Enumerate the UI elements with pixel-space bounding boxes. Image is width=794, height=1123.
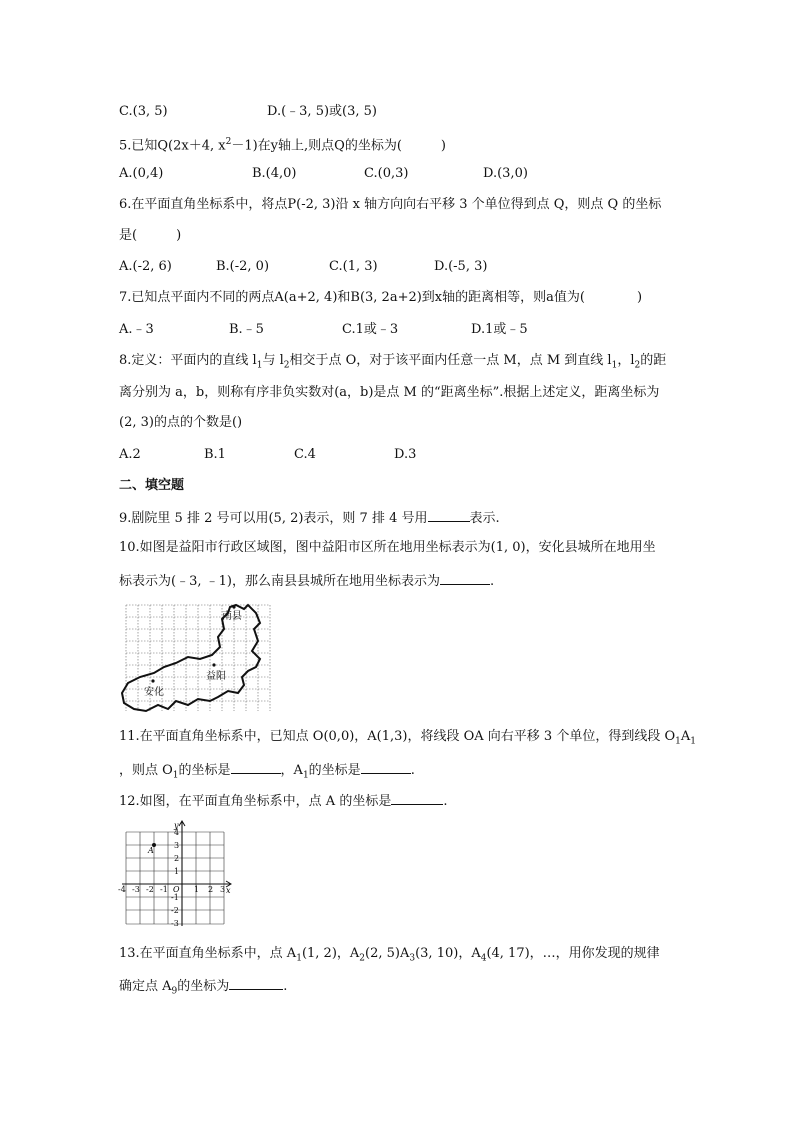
nanxian-point — [232, 605, 235, 608]
q8-text-d: ，l — [617, 353, 635, 368]
section-heading-fill-in: 二、填空题 — [119, 478, 185, 493]
q11-sub-a1b: 1 — [302, 770, 309, 781]
q5-option-a: A.(0,4) — [119, 166, 164, 181]
x-tick-label: -4 — [118, 885, 126, 894]
y-tick-label: 3 — [174, 841, 180, 850]
q5-stem-text: 5.已知Q(2x＋4, x — [119, 138, 226, 154]
q13-text-d: (3, 10)，A — [415, 946, 481, 961]
q13-sub-1: 1 — [296, 953, 302, 964]
y-tick-label: -1 — [171, 893, 179, 902]
q11-sub-a1: 1 — [690, 736, 696, 747]
q11-text-d: 的坐标是 — [178, 763, 231, 778]
q8-stem-line3: (2, 3)的点的个数是() — [119, 415, 243, 430]
q11-text-c: ，则点 O — [119, 763, 173, 778]
q8-stem-line1 — [119, 352, 666, 375]
q7-option-c: C.1或﹣3 — [342, 322, 399, 337]
q6-option-b: B.(-2, 0) — [216, 259, 270, 274]
y-tick-label: -3 — [171, 919, 179, 928]
y-tick-label: 2 — [174, 854, 180, 863]
x-tick-label: -2 — [146, 885, 154, 894]
q11-text-f: 的坐标是 — [308, 763, 361, 778]
q12-stem — [119, 791, 447, 811]
q8-option-b: B.1 — [204, 447, 226, 462]
q10-stem-line1: 10.如图是益阳市行政区域图，图中益阳市区所在地用坐标表示为(1, 0)，安化县城所在地用坐 — [119, 540, 656, 555]
q11-sub-o1b: 1 — [172, 770, 179, 781]
q13-text-end: . — [283, 979, 288, 994]
q9-text: 9.剧院里 5 排 2 号可以用(5, 2)表示，则 7 排 4 号用 — [119, 511, 428, 526]
q6-stem-line1: 6.在平面直角坐标系中，将点P(-2, 3)沿 x 轴方向向右平移 3 个单位得到点 Q，则点 Q 的坐标 — [119, 197, 662, 212]
q7-stem: 7.已知点平面内不同的两点A(a+2, 4)和B(3, 2a+2)到x轴的距离相等，则a值为( ) — [119, 290, 643, 305]
q13-text-e: (4, 17)，…，用你发现的规律 — [486, 946, 660, 961]
q7-option-d: D.1或﹣5 — [471, 322, 528, 337]
coordinate-grid-figure — [116, 820, 234, 928]
q13-stem-line1 — [119, 945, 660, 968]
q8-text-e: 的距 — [640, 353, 667, 368]
q9-answer-blank[interactable] — [428, 508, 470, 522]
q5-stem-text-end: －1)在y轴上,则点Q的坐标为( ) — [231, 138, 446, 154]
q5-stem — [119, 133, 446, 155]
y-tick-label: -2 — [171, 906, 179, 915]
q6-stem-line2: 是( ) — [119, 228, 182, 243]
q8-sub-2a: 2 — [283, 360, 290, 371]
q13-text-g: 的坐标为 — [177, 979, 230, 994]
q11-text-e: ，A — [280, 763, 303, 778]
x-tick-label: 3 — [220, 885, 226, 894]
q13-stem-line2 — [119, 976, 287, 1001]
q7-option-b: B.﹣5 — [229, 322, 264, 337]
q11-stem-line1 — [119, 728, 696, 751]
x-tick-label: 2 — [208, 885, 214, 894]
q4-option-c: C.(3, 5) — [119, 104, 168, 119]
q8-option-d: D.3 — [394, 447, 417, 462]
q8-stem-line2: 离分别为 a，b，则称有序非负实数对(a，b)是点 M 的“距离坐标”.根据上述定义，距离坐标为 — [119, 385, 660, 400]
q9-text-end: 表示. — [469, 511, 500, 526]
map-label-anhua: 安化 — [144, 687, 164, 698]
q8-text-a: 8.定义：平面内的直线 l — [119, 353, 257, 368]
x-tick-label: 1 — [194, 885, 200, 894]
q12-text: 12.如图，在平面直角坐标系中，点 A 的坐标是 — [119, 794, 392, 809]
q11-text-a: 11.在平面直角坐标系中，已知点 O(0,0)，A(1,3)，将线段 OA 向右平移 3 个单位，得到线段 O — [119, 729, 676, 744]
anhua-point — [151, 679, 154, 682]
q13-sub-2: 2 — [359, 953, 366, 964]
q6-option-d: D.(-5, 3) — [434, 259, 488, 274]
q13-sub-3: 3 — [409, 953, 416, 964]
q11-stem-line2 — [119, 760, 415, 785]
q5-option-b: B.(4,0) — [252, 166, 297, 181]
y-tick-label: 1 — [174, 867, 180, 876]
x-tick-label: -1 — [160, 885, 168, 894]
y-tick-label: 4 — [174, 828, 180, 837]
q5-superscript: 2 — [225, 137, 232, 147]
map-label-yiyang: 益阳 — [206, 671, 226, 682]
y-axis-label: y — [174, 821, 179, 830]
x-tick-label: -3 — [132, 885, 140, 894]
q13-answer-blank[interactable] — [229, 976, 283, 990]
origin-label: O — [173, 885, 180, 894]
q12-answer-blank[interactable] — [391, 791, 443, 805]
q8-text-b: 与 l — [262, 353, 284, 368]
q11-answer-blank-a1[interactable] — [361, 760, 411, 774]
q11-text-b: A — [680, 729, 691, 744]
q13-text-c: (2, 5)A — [365, 946, 410, 961]
q8-option-c: C.4 — [294, 447, 316, 462]
q13-text-f: 确定点 A — [119, 979, 172, 994]
q13-sub-9: 9 — [171, 986, 178, 997]
q8-option-a: A.2 — [119, 447, 141, 462]
q8-sub-1a: 1 — [256, 360, 263, 371]
q11-answer-blank-o1[interactable] — [231, 760, 281, 774]
q9-stem — [119, 508, 500, 528]
q10-stem-line2 — [119, 571, 494, 591]
q11-text-end: . — [410, 763, 415, 778]
q13-text-b: (1, 2)，A — [301, 946, 360, 961]
q8-sub-2b: 2 — [634, 360, 641, 371]
q13-text-a: 13.在平面直角坐标系中，点 A — [119, 946, 297, 961]
q6-option-a: A.(-2, 6) — [119, 259, 172, 274]
point-a-label: A — [148, 846, 154, 855]
map-label-nanxian: 南县 — [222, 611, 242, 622]
q6-option-c: C.(1, 3) — [329, 259, 378, 274]
q4-option-d: D.(﹣3, 5)或(3, 5) — [267, 104, 377, 119]
x-axis-label: x — [226, 886, 231, 895]
q10-text: 标表示为(﹣3, ﹣1)，那么南县县城所在地用坐标表示为 — [119, 574, 440, 589]
q12-text-end: . — [443, 794, 448, 809]
q10-text-end: . — [489, 574, 495, 589]
q8-sub-1b: 1 — [611, 360, 618, 371]
q13-sub-4: 4 — [480, 953, 487, 964]
q11-sub-o1: 1 — [675, 736, 681, 747]
q5-option-c: C.(0,3) — [364, 166, 409, 181]
q5-option-d: D.(3,0) — [483, 166, 528, 181]
q7-option-a: A.﹣3 — [119, 322, 154, 337]
yiyang-point — [212, 663, 215, 666]
y-tick-labels — [171, 828, 179, 928]
yiyang-map-figure — [118, 601, 278, 713]
q10-answer-blank[interactable] — [440, 571, 490, 585]
q8-text-c: 相交于点 O，对于该平面内任意一点 M，点 M 到直线 l — [289, 353, 612, 368]
